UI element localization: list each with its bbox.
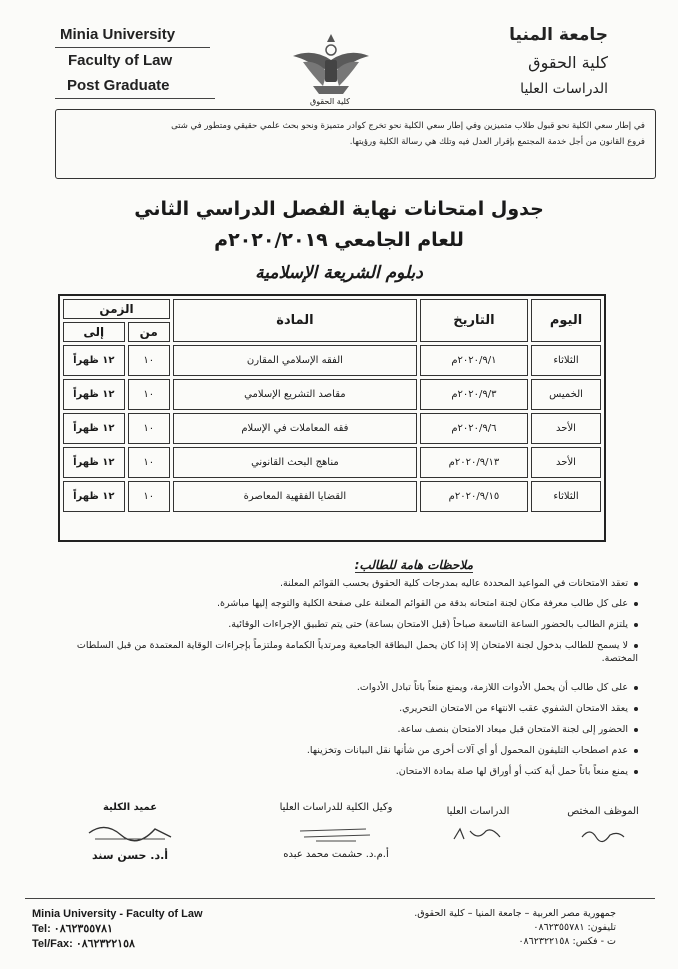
cell-subject: الفقه الإسلامي المقارن [173,345,417,376]
footer-arabic: جمهورية مصر العربية – جامعة المنيا – كلية الحقوق. تليفون: ٠٨٦٢٣٥٥٧٨١ ت - فكس: ٠٨٦٢٣٢٢١٥٨ [414,908,616,947]
table-row [63,447,601,478]
signature-dean: عميد الكلية أ.د. حسن سند [55,802,205,862]
cell-to: ١٢ ظهراً [63,345,125,376]
cell-to: ١٢ ظهراً [63,481,125,512]
cell-subject: مقاصد التشريع الإسلامي [173,379,417,410]
cell-date: ٢٠٢٠/٩/٣م [420,379,528,410]
header-from: من [128,322,170,342]
cell-to: ١٢ ظهراً [63,447,125,478]
exam-table [58,294,606,542]
faculty-name-ar: كلية الحقوق [528,53,608,72]
university-name-ar: جامعة المنيا [509,25,608,45]
cell-from: ١٠ [128,447,170,478]
header-date: التاريخ [420,299,528,342]
academic-year: للعام الجامعي ٢٠٢٠/٢٠١٩م [214,229,464,251]
header-subject: المادة [173,299,417,342]
cell-from: ١٠ [128,413,170,444]
instruction-item: عدم اصطحاب التليفون المحمول أو أي آلات أخرى من شأنها نقل البيانات وتخزينها. [38,744,638,757]
instructions-title: ملاحظات هامة للطالب: [354,558,473,572]
program-name: دبلوم الشريعة الإسلامية [255,263,423,283]
instruction-item: الحضور إلى لجنة الامتحان قبل ميعاد الامتحان بنصف ساعة. [38,723,638,736]
signature-vice-dean: وكيل الكلية للدراسات العليا أ.م.د. حشمت محمد عبده [279,802,393,860]
cell-subject: فقه المعاملات في الإسلام [173,413,417,444]
instruction-item: على كل طالب أن يحمل الأدوات اللازمة، ويمنع منعاً باتاً تبادل الأدوات. [38,681,638,694]
cell-date: ٢٠٢٠/٩/٦م [420,413,528,444]
instruction-item: يلتزم الطالب بالحضور الساعة التاسعة صباحاً (قبل الامتحان بساعة) حتى يتم تطبيق الإجراءات الوقائية. [38,618,638,631]
cell-date: ٢٠٢٠/٩/١٥م [420,481,528,512]
vision-line-2: فروع القانون من أجل خدمة المجتمع بإقرار العدل فيه وتلك هي رسالة الكلية ورؤيتها. [349,137,645,147]
instruction-item: تعقد الامتحانات في المواعيد المحددة عاليه بمدرجات كلية الحقوق بحسب القوائم المعلنة. [38,577,638,590]
vision-line-1: في إطار سعي الكلية نحو قبول طلاب متميزين وفي إطار سعي الكلية نحو تخرج كوادر متميزة ونحو بحث علمي حقيقي ومتطور في شتى [171,121,645,131]
header-arabic [448,22,608,103]
cell-day: الأحد [531,447,601,478]
instruction-item: يعقد الامتحان الشفوي عقب الانتهاء من الامتحان التحريري. [38,702,638,715]
logo-caption: كلية الحقوق [310,97,350,106]
signature-scribble-icon [296,819,376,845]
cell-day: الأحد [531,413,601,444]
signature-postgrad: الدراسات العليا [428,806,528,845]
table-row [63,481,601,512]
header-day: اليوم [531,299,601,342]
cell-subject: مناهج البحث القانوني [173,447,417,478]
cell-from: ١٠ [128,379,170,410]
university-name-en: Minia University [55,22,210,48]
cell-date: ٢٠٢٠/٩/١م [420,345,528,376]
instruction-item: يمنع منعاً باتاً حمل أية كتب أو أوراق لها صلة بمادة الامتحان. [38,765,638,778]
cell-day: الثلاثاء [531,345,601,376]
cell-from: ١٠ [128,345,170,376]
header-english [55,22,215,99]
signature-scribble-icon [85,819,175,845]
schedule-title: جدول امتحانات نهاية الفصل الدراسي الثاني [134,198,544,220]
footer-divider [25,898,655,899]
cell-to: ١٢ ظهراً [63,379,125,410]
cell-subject: القضايا الفقهية المعاصرة [173,481,417,512]
signature-scribble-icon [578,823,628,845]
header-time: الزمن [63,299,170,319]
signature-scribble-icon [448,823,508,845]
table-row [63,413,601,444]
signature-employee: الموظف المختص [563,806,643,845]
cell-day: الخميس [531,379,601,410]
footer-english: Minia University - Faculty of Law Tel: ٠٨٦٢٣٥٥٧٨١ Tel/Fax: ٠٨٦٢٣٢٢١٥٨ [32,908,203,950]
instruction-item: لا يسمح للطالب بدخول لجنة الامتحان إلا إذا كان يحمل البطاقة الجامعية ومرتدياً الكمامة وملتزماً بإجراءات الوقاية المعتمدة من قبل السلطات المختصة. [76,640,638,664]
header-to: إلى [63,322,125,342]
faculty-name-en: Faculty of Law [68,52,173,69]
table-row [63,379,601,410]
vision-box [55,109,656,179]
cell-date: ٢٠٢٠/٩/١٣م [420,447,528,478]
cell-day: الثلاثاء [531,481,601,512]
department-name-en: Post Graduate [55,73,215,99]
cell-to: ١٢ ظهراً [63,413,125,444]
cell-from: ١٠ [128,481,170,512]
department-name-ar: الدراسات العليا [520,81,608,97]
table-row [63,345,601,376]
instruction-item: على كل طالب معرفة مكان لجنة امتحانه بدقة من القوائم المعلنة على صفحة الكلية والتوجه إليها مباشرة. [38,597,638,610]
